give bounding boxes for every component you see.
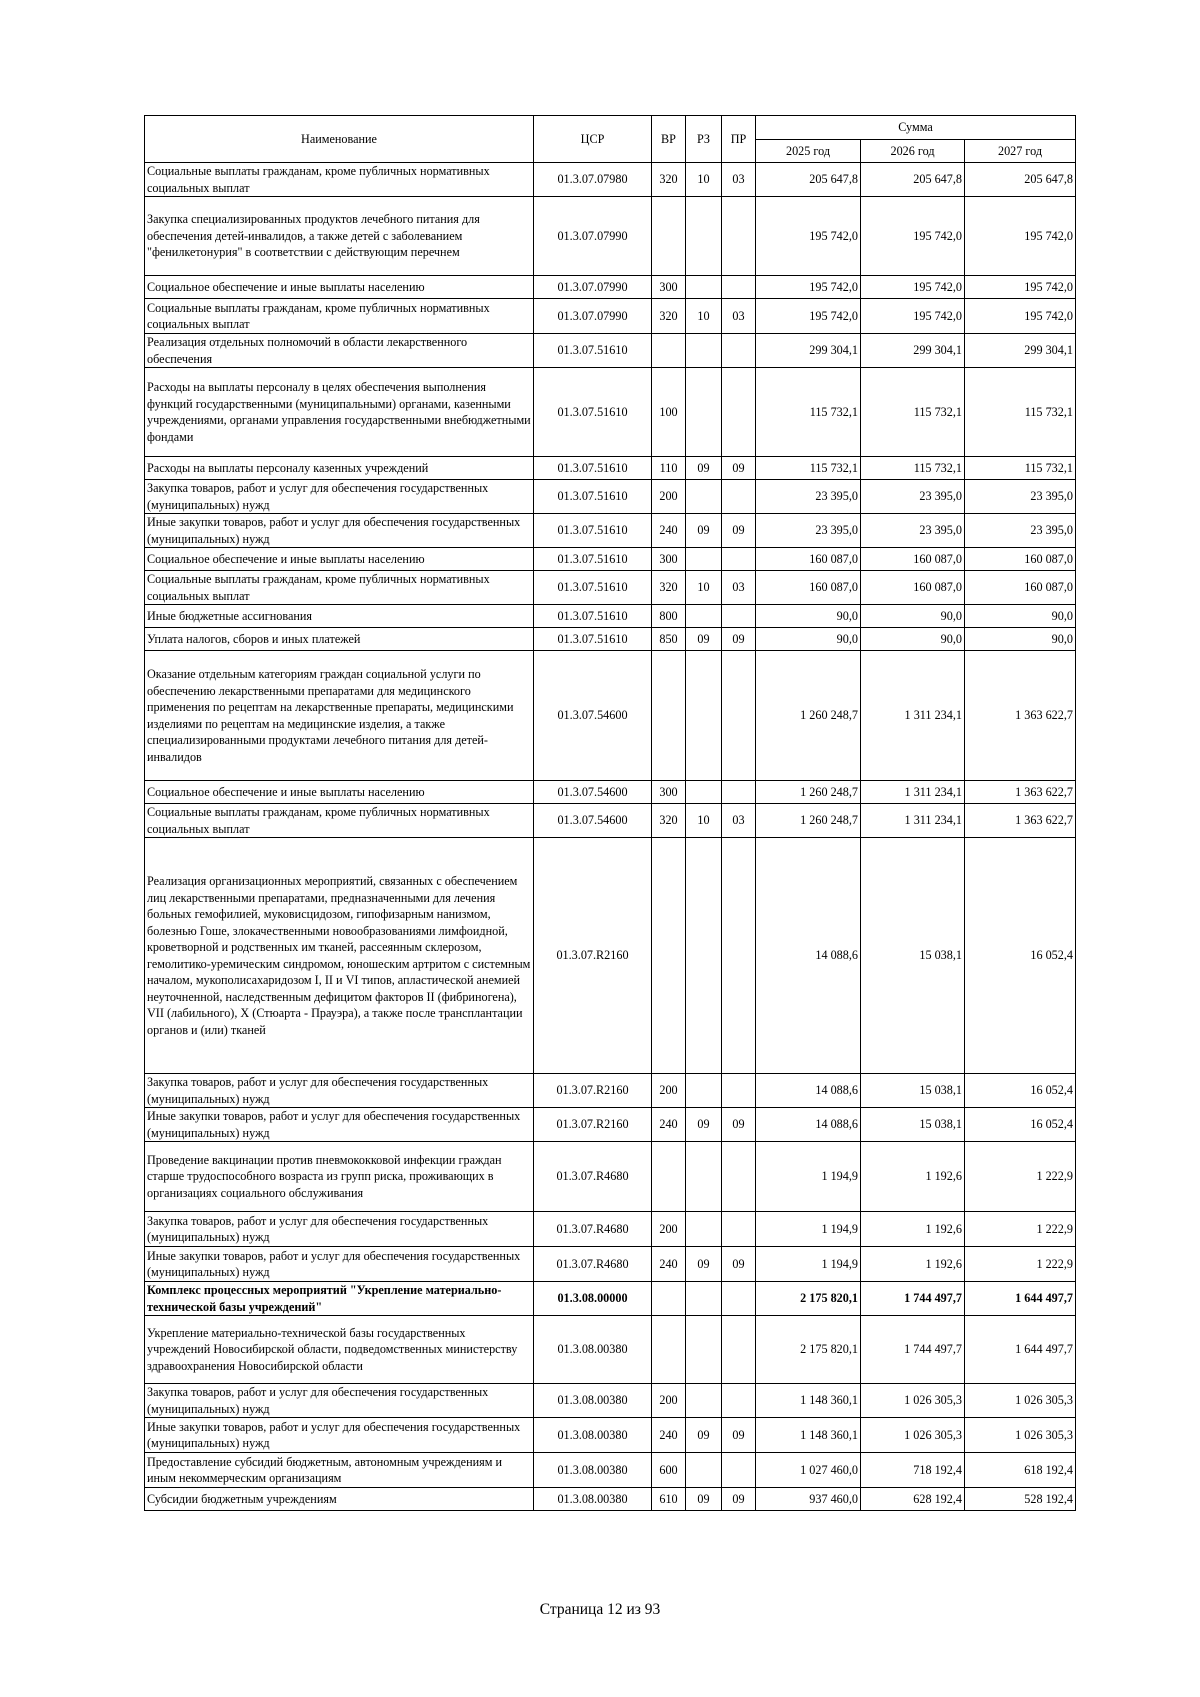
cell-name: Социальное обеспечение и иные выплаты населению [145, 276, 534, 299]
cell-rz: 09 [686, 1488, 722, 1511]
cell-csr: 01.3.07.07990 [534, 276, 652, 299]
cell-2026: 23 395,0 [861, 514, 965, 548]
cell-vr: 320 [652, 163, 686, 197]
cell-pr: 09 [722, 1488, 756, 1511]
cell-name: Предоставление субсидий бюджетным, автономным учреждениям и иным некоммерческим организациям [145, 1453, 534, 1488]
cell-2026: 15 038,1 [861, 838, 965, 1074]
header-rz: РЗ [686, 116, 722, 163]
cell-2025: 299 304,1 [756, 334, 861, 368]
cell-vr: 240 [652, 1108, 686, 1142]
cell-pr: 03 [722, 804, 756, 838]
table-row [145, 1212, 1076, 1247]
cell-name: Реализация отдельных полномочий в области лекарственного обеспечения [145, 334, 534, 368]
cell-2026: 90,0 [861, 605, 965, 628]
cell-2027: 16 052,4 [965, 838, 1076, 1074]
cell-vr: 320 [652, 804, 686, 838]
cell-rz [686, 480, 722, 514]
table-row [145, 514, 1076, 548]
table-row [145, 276, 1076, 299]
cell-name: Закупка товаров, работ и услуг для обеспечения государственных (муниципальных) нужд [145, 480, 534, 514]
cell-2025: 160 087,0 [756, 571, 861, 605]
cell-vr: 240 [652, 514, 686, 548]
cell-2026: 15 038,1 [861, 1108, 965, 1142]
cell-csr: 01.3.07.51610 [534, 480, 652, 514]
cell-2025: 195 742,0 [756, 197, 861, 276]
cell-2027: 90,0 [965, 628, 1076, 651]
cell-2025: 23 395,0 [756, 514, 861, 548]
cell-pr [722, 1384, 756, 1418]
cell-csr: 01.3.07.R2160 [534, 838, 652, 1074]
cell-2026: 115 732,1 [861, 368, 965, 457]
header-csr: ЦСР [534, 116, 652, 163]
cell-pr [722, 605, 756, 628]
cell-csr: 01.3.07.54600 [534, 651, 652, 781]
cell-name: Проведение вакцинации против пневмококковой инфекции граждан старше трудоспособного возраста из групп риска, проживающих в организациях социального обслуживания [145, 1142, 534, 1212]
cell-2027: 1 222,9 [965, 1212, 1076, 1247]
cell-pr [722, 276, 756, 299]
cell-csr: 01.3.08.00380 [534, 1316, 652, 1384]
cell-csr: 01.3.08.00380 [534, 1488, 652, 1511]
cell-pr: 09 [722, 1418, 756, 1453]
cell-2026: 1 026 305,3 [861, 1384, 965, 1418]
table-row [145, 651, 1076, 781]
header-year-2027: 2027 год [965, 140, 1076, 163]
cell-2026: 195 742,0 [861, 276, 965, 299]
cell-rz [686, 605, 722, 628]
cell-rz: 10 [686, 299, 722, 334]
cell-2027: 618 192,4 [965, 1453, 1076, 1488]
cell-csr: 01.3.07.07980 [534, 163, 652, 197]
cell-rz: 09 [686, 1418, 722, 1453]
table-body [145, 163, 1076, 1511]
cell-name: Социальные выплаты гражданам, кроме публичных нормативных социальных выплат [145, 299, 534, 334]
cell-rz [686, 651, 722, 781]
cell-pr [722, 651, 756, 781]
cell-vr: 100 [652, 368, 686, 457]
cell-pr [722, 548, 756, 571]
cell-2027: 1 363 622,7 [965, 781, 1076, 804]
cell-vr [652, 1282, 686, 1316]
cell-2026: 115 732,1 [861, 457, 965, 480]
table-row [145, 1247, 1076, 1282]
cell-vr: 850 [652, 628, 686, 651]
cell-vr: 110 [652, 457, 686, 480]
cell-2027: 1 026 305,3 [965, 1418, 1076, 1453]
cell-rz [686, 1074, 722, 1108]
cell-csr: 01.3.07.R4680 [534, 1247, 652, 1282]
cell-csr: 01.3.07.51610 [534, 334, 652, 368]
cell-rz: 10 [686, 571, 722, 605]
header-sum: Сумма [756, 116, 1076, 140]
cell-csr: 01.3.07.51610 [534, 368, 652, 457]
cell-csr: 01.3.07.51610 [534, 457, 652, 480]
cell-csr: 01.3.07.51610 [534, 514, 652, 548]
table-row [145, 197, 1076, 276]
table-row [145, 838, 1076, 1074]
cell-pr [722, 480, 756, 514]
cell-2026: 195 742,0 [861, 299, 965, 334]
cell-csr: 01.3.08.00000 [534, 1282, 652, 1316]
cell-2027: 23 395,0 [965, 480, 1076, 514]
table-row [145, 480, 1076, 514]
cell-pr: 09 [722, 514, 756, 548]
table-row [145, 457, 1076, 480]
cell-vr: 300 [652, 781, 686, 804]
cell-2025: 23 395,0 [756, 480, 861, 514]
cell-2027: 195 742,0 [965, 299, 1076, 334]
cell-name: Уплата налогов, сборов и иных платежей [145, 628, 534, 651]
cell-pr [722, 1316, 756, 1384]
cell-name: Оказание отдельным категориям граждан социальной услуги по обеспечению лекарственными препаратами для медицинского применения по рецептам на лекарственные препараты, медицинскими изделиями по рецептам на медицинские изделия, а также специализированными продуктами лечебного питания для детей-инвалидов [145, 651, 534, 781]
cell-vr: 320 [652, 571, 686, 605]
cell-vr: 200 [652, 480, 686, 514]
cell-rz [686, 1212, 722, 1247]
cell-name: Расходы на выплаты персоналу в целях обеспечения выполнения функций государственными (муниципальными) органами, казенными учреждениями, органами управления государственными внебюджетными фондами [145, 368, 534, 457]
cell-name: Укрепление материально-технической базы государственных учреждений Новосибирской области, подведомственных министерству здравоохранения Новосибирской области [145, 1316, 534, 1384]
cell-rz [686, 1384, 722, 1418]
table-row [145, 1142, 1076, 1212]
cell-vr: 200 [652, 1384, 686, 1418]
cell-vr: 300 [652, 276, 686, 299]
cell-pr [722, 1142, 756, 1212]
cell-name: Социальные выплаты гражданам, кроме публичных нормативных социальных выплат [145, 804, 534, 838]
cell-name: Социальное обеспечение и иные выплаты населению [145, 548, 534, 571]
cell-csr: 01.3.07.R2160 [534, 1074, 652, 1108]
cell-csr: 01.3.07.51610 [534, 548, 652, 571]
cell-2025: 195 742,0 [756, 299, 861, 334]
table-row [145, 368, 1076, 457]
cell-2026: 195 742,0 [861, 197, 965, 276]
table-row [145, 1418, 1076, 1453]
cell-pr: 03 [722, 571, 756, 605]
cell-2025: 1 194,9 [756, 1212, 861, 1247]
cell-2026: 1 311 234,1 [861, 781, 965, 804]
cell-2025: 2 175 820,1 [756, 1282, 861, 1316]
cell-2027: 1 644 497,7 [965, 1316, 1076, 1384]
cell-rz: 09 [686, 1247, 722, 1282]
cell-2025: 1 260 248,7 [756, 651, 861, 781]
cell-pr [722, 197, 756, 276]
cell-name: Социальное обеспечение и иные выплаты населению [145, 781, 534, 804]
cell-2025: 2 175 820,1 [756, 1316, 861, 1384]
cell-rz [686, 1453, 722, 1488]
cell-2025: 1 027 460,0 [756, 1453, 861, 1488]
cell-2027: 528 192,4 [965, 1488, 1076, 1511]
cell-name: Закупка товаров, работ и услуг для обеспечения государственных (муниципальных) нужд [145, 1384, 534, 1418]
cell-csr: 01.3.07.54600 [534, 781, 652, 804]
cell-2027: 115 732,1 [965, 368, 1076, 457]
cell-name: Реализация организационных мероприятий, связанных с обеспечением лиц лекарственными препаратами, предназначенными для лечения больных гемофилией, муковисцидозом, гипофизарным нанизмом, болезнью Гоше, злокачественными новообразованиями лимфоидной, кроветворной и родственных им тканей, рассеянным склерозом, гемолитико-уремическим синдромом, юношеским артритом с системным началом, мукополисахаридозом I, II и VI типов, апластической анемией неуточненной, наследственным дефицитом факторов II (фибриногена), VII (лабильного), X (Стюарта - Прауэра), а также после трансплантации органов и (или) тканей [145, 838, 534, 1074]
cell-rz: 09 [686, 514, 722, 548]
cell-2027: 115 732,1 [965, 457, 1076, 480]
cell-vr [652, 1142, 686, 1212]
cell-rz [686, 368, 722, 457]
cell-vr: 320 [652, 299, 686, 334]
table-row [145, 163, 1076, 197]
cell-2026: 90,0 [861, 628, 965, 651]
cell-name: Субсидии бюджетным учреждениям [145, 1488, 534, 1511]
cell-csr: 01.3.07.R4680 [534, 1142, 652, 1212]
cell-vr [652, 838, 686, 1074]
cell-vr: 300 [652, 548, 686, 571]
cell-2025: 115 732,1 [756, 368, 861, 457]
table-row [145, 1108, 1076, 1142]
cell-csr: 01.3.07.51610 [534, 628, 652, 651]
table-row [145, 1384, 1076, 1418]
table-row [145, 299, 1076, 334]
cell-2025: 937 460,0 [756, 1488, 861, 1511]
cell-2027: 16 052,4 [965, 1108, 1076, 1142]
table-row [145, 1316, 1076, 1384]
table-row [145, 605, 1076, 628]
cell-2027: 90,0 [965, 605, 1076, 628]
budget-table [144, 115, 1076, 1511]
cell-vr: 610 [652, 1488, 686, 1511]
cell-2025: 1 148 360,1 [756, 1384, 861, 1418]
cell-2027: 195 742,0 [965, 276, 1076, 299]
cell-pr [722, 1074, 756, 1108]
cell-pr [722, 368, 756, 457]
cell-vr: 200 [652, 1212, 686, 1247]
cell-2026: 1 311 234,1 [861, 804, 965, 838]
cell-2025: 1 148 360,1 [756, 1418, 861, 1453]
cell-2027: 16 052,4 [965, 1074, 1076, 1108]
cell-pr [722, 781, 756, 804]
cell-name: Иные закупки товаров, работ и услуг для обеспечения государственных (муниципальных) нужд [145, 514, 534, 548]
table-row [145, 628, 1076, 651]
cell-2026: 1 192,6 [861, 1212, 965, 1247]
cell-name: Иные закупки товаров, работ и услуг для обеспечения государственных (муниципальных) нужд [145, 1108, 534, 1142]
table-row [145, 804, 1076, 838]
cell-2025: 14 088,6 [756, 838, 861, 1074]
table-row [145, 1453, 1076, 1488]
cell-2026: 160 087,0 [861, 548, 965, 571]
cell-2025: 1 194,9 [756, 1247, 861, 1282]
cell-name: Закупка товаров, работ и услуг для обеспечения государственных (муниципальных) нужд [145, 1212, 534, 1247]
cell-name: Иные бюджетные ассигнования [145, 605, 534, 628]
cell-2025: 205 647,8 [756, 163, 861, 197]
cell-2026: 1 744 497,7 [861, 1316, 965, 1384]
cell-2027: 1 363 622,7 [965, 651, 1076, 781]
cell-vr: 240 [652, 1418, 686, 1453]
cell-2027: 1 026 305,3 [965, 1384, 1076, 1418]
cell-pr [722, 838, 756, 1074]
cell-2025: 90,0 [756, 628, 861, 651]
table-header [145, 116, 1076, 163]
cell-vr: 600 [652, 1453, 686, 1488]
cell-vr [652, 651, 686, 781]
table-row [145, 1074, 1076, 1108]
cell-csr: 01.3.07.54600 [534, 804, 652, 838]
cell-rz [686, 197, 722, 276]
header-pr: ПР [722, 116, 756, 163]
page-number: Страница 12 из 93 [539, 1601, 661, 1618]
cell-2026: 299 304,1 [861, 334, 965, 368]
cell-name: Социальные выплаты гражданам, кроме публичных нормативных социальных выплат [145, 163, 534, 197]
cell-rz: 10 [686, 163, 722, 197]
cell-2026: 1 311 234,1 [861, 651, 965, 781]
cell-2025: 14 088,6 [756, 1074, 861, 1108]
cell-2026: 205 647,8 [861, 163, 965, 197]
cell-vr: 800 [652, 605, 686, 628]
cell-csr: 01.3.07.R2160 [534, 1108, 652, 1142]
table-row [145, 334, 1076, 368]
cell-csr: 01.3.08.00380 [534, 1384, 652, 1418]
cell-2027: 1 222,9 [965, 1142, 1076, 1212]
cell-pr: 03 [722, 299, 756, 334]
cell-csr: 01.3.08.00380 [534, 1418, 652, 1453]
cell-pr [722, 1282, 756, 1316]
cell-rz [686, 276, 722, 299]
cell-2025: 1 260 248,7 [756, 781, 861, 804]
cell-2025: 160 087,0 [756, 548, 861, 571]
cell-2026: 628 192,4 [861, 1488, 965, 1511]
cell-pr [722, 1212, 756, 1247]
cell-2026: 1 192,6 [861, 1247, 965, 1282]
cell-vr [652, 1316, 686, 1384]
cell-rz: 09 [686, 457, 722, 480]
cell-2026: 23 395,0 [861, 480, 965, 514]
cell-2027: 1 363 622,7 [965, 804, 1076, 838]
cell-pr: 03 [722, 163, 756, 197]
header-vr: ВР [652, 116, 686, 163]
cell-2027: 1 222,9 [965, 1247, 1076, 1282]
cell-csr: 01.3.07.51610 [534, 605, 652, 628]
cell-2027: 205 647,8 [965, 163, 1076, 197]
cell-csr: 01.3.07.R4680 [534, 1212, 652, 1247]
cell-csr: 01.3.07.07990 [534, 197, 652, 276]
header-year-2025: 2025 год [756, 140, 861, 163]
cell-csr: 01.3.08.00380 [534, 1453, 652, 1488]
cell-rz [686, 334, 722, 368]
cell-2026: 1 744 497,7 [861, 1282, 965, 1316]
cell-rz [686, 781, 722, 804]
cell-pr [722, 334, 756, 368]
cell-2026: 160 087,0 [861, 571, 965, 605]
cell-pr: 09 [722, 628, 756, 651]
cell-name: Социальные выплаты гражданам, кроме публичных нормативных социальных выплат [145, 571, 534, 605]
table-row [145, 1488, 1076, 1511]
cell-rz: 10 [686, 804, 722, 838]
cell-2025: 90,0 [756, 605, 861, 628]
header-name: Наименование [145, 116, 534, 163]
cell-name: Расходы на выплаты персоналу казенных учреждений [145, 457, 534, 480]
cell-2026: 1 026 305,3 [861, 1418, 965, 1453]
table-row [145, 1282, 1076, 1316]
cell-2025: 14 088,6 [756, 1108, 861, 1142]
cell-vr [652, 334, 686, 368]
cell-name: Закупка товаров, работ и услуг для обеспечения государственных (муниципальных) нужд [145, 1074, 534, 1108]
cell-2027: 160 087,0 [965, 548, 1076, 571]
cell-2025: 1 260 248,7 [756, 804, 861, 838]
cell-name: Иные закупки товаров, работ и услуг для обеспечения государственных (муниципальных) нужд [145, 1418, 534, 1453]
cell-2025: 115 732,1 [756, 457, 861, 480]
cell-2026: 718 192,4 [861, 1453, 965, 1488]
cell-rz: 09 [686, 1108, 722, 1142]
cell-2026: 15 038,1 [861, 1074, 965, 1108]
cell-2027: 160 087,0 [965, 571, 1076, 605]
cell-pr: 09 [722, 1108, 756, 1142]
table-row [145, 548, 1076, 571]
cell-name: Закупка специализированных продуктов лечебного питания для обеспечения детей-инвалидов, а также детей с заболеванием "фенилкетонурия" в соответствии с действующим перечнем [145, 197, 534, 276]
cell-rz [686, 1316, 722, 1384]
cell-vr [652, 197, 686, 276]
cell-2027: 1 644 497,7 [965, 1282, 1076, 1316]
table-row [145, 571, 1076, 605]
cell-2027: 23 395,0 [965, 514, 1076, 548]
cell-rz [686, 1142, 722, 1212]
cell-vr: 240 [652, 1247, 686, 1282]
cell-pr: 09 [722, 1247, 756, 1282]
cell-2027: 195 742,0 [965, 197, 1076, 276]
cell-name: Иные закупки товаров, работ и услуг для обеспечения государственных (муниципальных) нужд [145, 1247, 534, 1282]
table-row [145, 781, 1076, 804]
cell-pr: 09 [722, 457, 756, 480]
cell-rz [686, 1282, 722, 1316]
cell-csr: 01.3.07.51610 [534, 571, 652, 605]
cell-rz [686, 548, 722, 571]
cell-vr: 200 [652, 1074, 686, 1108]
cell-2027: 299 304,1 [965, 334, 1076, 368]
cell-2025: 1 194,9 [756, 1142, 861, 1212]
cell-2025: 195 742,0 [756, 276, 861, 299]
cell-pr [722, 1453, 756, 1488]
cell-2026: 1 192,6 [861, 1142, 965, 1212]
cell-rz [686, 838, 722, 1074]
header-year-2026: 2026 год [861, 140, 965, 163]
cell-csr: 01.3.07.07990 [534, 299, 652, 334]
cell-rz: 09 [686, 628, 722, 651]
cell-name: Комплекс процессных мероприятий "Укрепление материально-технической базы учреждений" [145, 1282, 534, 1316]
